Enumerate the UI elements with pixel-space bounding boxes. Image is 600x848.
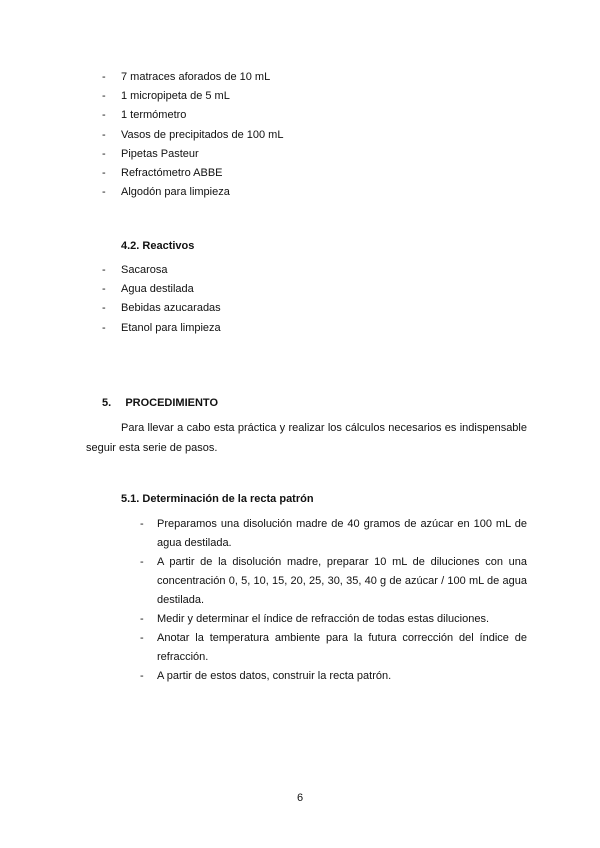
step-text: Anotar la temperatura ambiente para la futura corrección del índice de refracción.: [157, 632, 527, 663]
procedimiento-heading: [102, 397, 218, 409]
section-number: 5.: [102, 397, 112, 409]
bullet-dash: -: [102, 90, 106, 103]
section-title: PROCEDIMIENTO: [125, 397, 219, 409]
bullet-dash: -: [102, 128, 106, 141]
step-text: A partir de la disolución madre, preparar 10 mL de diluciones con una concentración 0, 5, 10, 15, 20, 25, 30, 35, 40 g de azúcar / 100 mL de agua destilada.: [157, 556, 527, 606]
material-item: Refractómetro ABBE: [121, 166, 223, 179]
reactivo-item: Agua destilada: [121, 283, 194, 296]
reactivo-item: Bebidas azucaradas: [121, 302, 221, 315]
bullet-dash: -: [102, 283, 106, 296]
bullet-dash: -: [102, 71, 106, 83]
bullet-dash: -: [102, 264, 106, 276]
step-text: Medir y determinar el índice de refracción de todas estas diluciones.: [157, 613, 490, 625]
material-item: Algodón para limpieza: [121, 186, 230, 199]
bullet-dash: -: [140, 670, 144, 682]
reactivos-heading: 4.2. Reactivos: [121, 240, 195, 252]
material-item: 1 micropipeta de 5 mL: [121, 90, 230, 103]
bullet-dash: -: [102, 147, 106, 160]
bullet-dash: -: [102, 109, 106, 122]
material-item: Vasos de precipitados de 100 mL: [121, 128, 284, 141]
bullet-dash: -: [140, 632, 144, 644]
reactivo-item: Sacarosa: [121, 264, 168, 276]
list-item: [140, 610, 527, 629]
list-item: [140, 515, 527, 553]
material-item: 1 termómetro: [121, 109, 187, 122]
bullet-dash: -: [140, 613, 144, 625]
bullet-dash: -: [102, 186, 106, 199]
bullet-dash: -: [102, 166, 106, 179]
bullet-dash: -: [102, 321, 106, 334]
list-item: [140, 553, 527, 610]
bullet-dash: -: [140, 556, 144, 568]
step-text: Preparamos una disolución madre de 40 gramos de azúcar en 100 mL de agua destilada.: [157, 518, 527, 549]
procedimiento-intro: Para llevar a cabo esta práctica y realizar los cálculos necesarios es indispensable seguir esta serie de pasos.: [86, 422, 527, 454]
list-item: [140, 629, 527, 667]
list-item: [140, 667, 527, 686]
material-item: 7 matraces aforados de 10 mL: [121, 71, 271, 83]
bullet-dash: -: [140, 518, 144, 530]
page-number: 6: [296, 792, 304, 804]
bullet-dash: -: [102, 302, 106, 315]
procedure-steps: [140, 515, 527, 686]
reactivo-item: Etanol para limpieza: [121, 321, 221, 334]
step-text: A partir de estos datos, construir la recta patrón.: [157, 670, 392, 682]
material-item: Pipetas Pasteur: [121, 147, 199, 160]
recta-heading: 5.1. Determinación de la recta patrón: [121, 493, 314, 505]
